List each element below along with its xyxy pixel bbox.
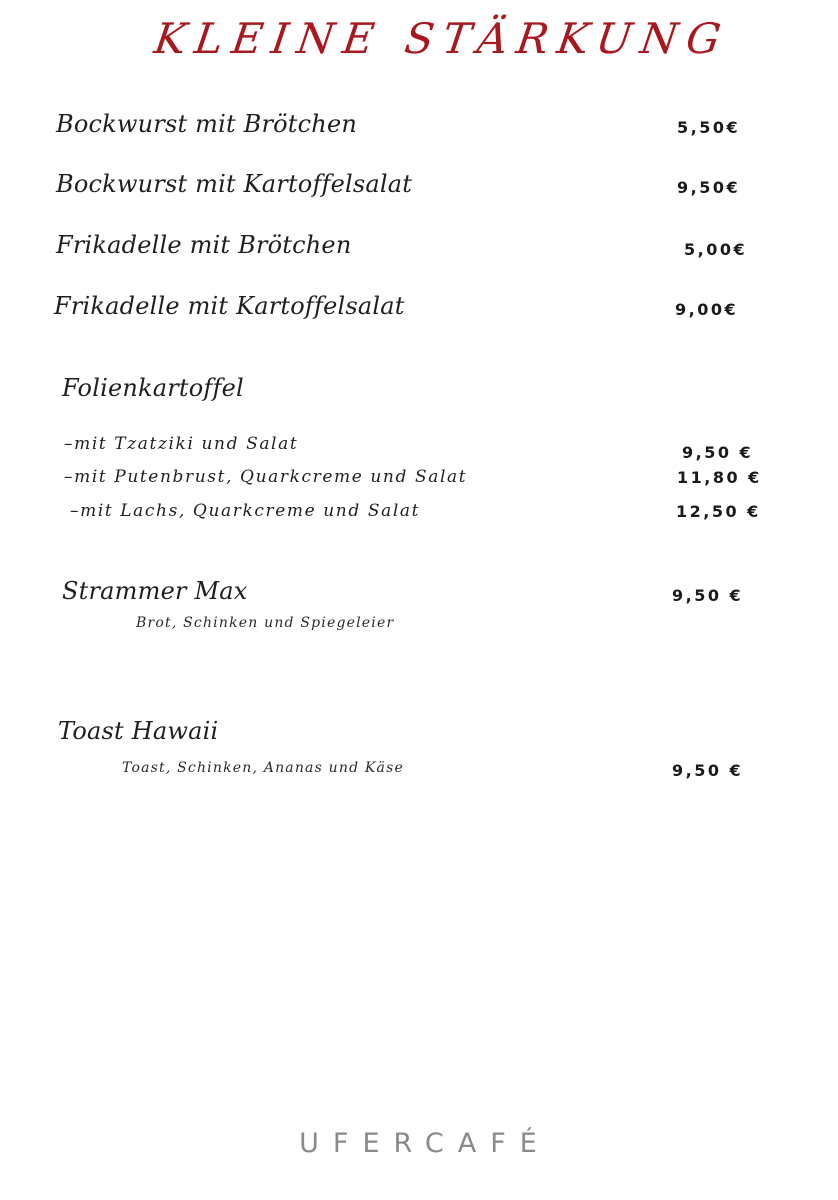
item-description-strammer-max: Brot, Schinken und Spiegeleier xyxy=(136,615,395,631)
item-price-bockwurst-broetchen: 5,50€ xyxy=(677,118,741,137)
option-price-lachs: 12,50 € xyxy=(676,502,761,521)
footer-brand: UFERCAFÉ xyxy=(299,1128,551,1159)
item-description-toast-hawaii: Toast, Schinken, Ananas und Käse xyxy=(122,760,404,776)
item-price-frikadelle-kartoffelsalat: 9,00€ xyxy=(675,300,739,319)
item-name-frikadelle-kartoffelsalat: Frikadelle mit Kartoffelsalat xyxy=(54,292,405,320)
item-name-toast-hawaii: Toast Hawaii xyxy=(58,717,219,745)
option-price-tzatziki: 9,50 € xyxy=(682,443,754,462)
option-putenbrust: –mit Putenbrust, Quarkcreme und Salat xyxy=(64,467,468,487)
item-price-frikadelle-broetchen: 5,00€ xyxy=(684,240,748,259)
item-price-strammer-max: 9,50 € xyxy=(672,586,744,605)
item-price-toast-hawaii: 9,50 € xyxy=(672,761,744,780)
section-name-folienkartoffel: Folienkartoffel xyxy=(62,374,244,402)
item-name-bockwurst-kartoffelsalat: Bockwurst mit Kartoffelsalat xyxy=(56,170,413,198)
option-tzatziki: –mit Tzatziki und Salat xyxy=(64,434,299,454)
option-lachs: –mit Lachs, Quarkcreme und Salat xyxy=(70,501,421,521)
item-name-frikadelle-broetchen: Frikadelle mit Brötchen xyxy=(56,231,352,259)
menu-title: KLEINE STÄRKUNG xyxy=(151,14,733,63)
item-name-bockwurst-broetchen: Bockwurst mit Brötchen xyxy=(56,110,358,138)
option-price-putenbrust: 11,80 € xyxy=(677,468,762,487)
item-price-bockwurst-kartoffelsalat: 9,50€ xyxy=(677,178,741,197)
item-name-strammer-max: Strammer Max xyxy=(62,577,248,605)
